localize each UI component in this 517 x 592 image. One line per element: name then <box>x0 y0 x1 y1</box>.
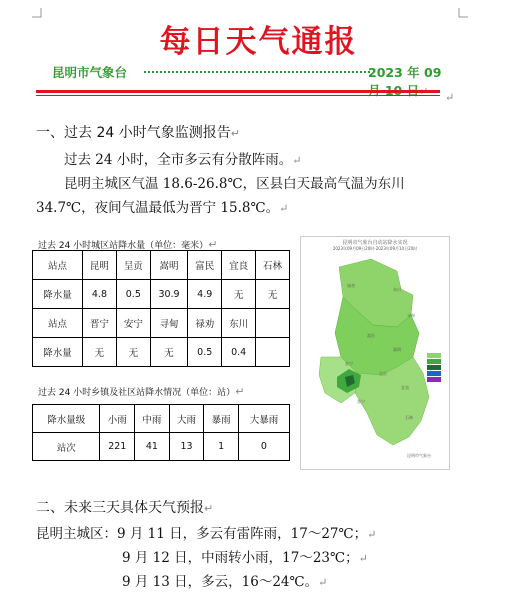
rainfall-table-towns <box>32 404 290 461</box>
table-cell <box>256 309 290 338</box>
issue-date: 2023 年 09 <box>368 65 442 80</box>
header-rule-thin <box>36 95 440 96</box>
section2-heading: 二、未来三天具体天气预报↵ <box>36 500 214 516</box>
table-cell: 呈贡 <box>116 251 150 280</box>
forecast-line2: 9 月 12 日，中雨转小雨，17～23℃；↵ <box>122 550 368 566</box>
legend-dark <box>427 365 441 370</box>
map-place-label: 晋宁 <box>357 399 365 404</box>
table-row <box>33 338 290 367</box>
table-cell: 东川 <box>222 309 256 338</box>
table-cell: 无 <box>222 280 256 309</box>
table-cell: 0.5 <box>188 338 222 367</box>
table-cell: 无 <box>150 338 188 367</box>
forecast-line3: 9 月 13 日，多云，16～24℃。↵ <box>122 574 328 590</box>
table-cell: 中雨 <box>135 405 170 433</box>
section1-paragraph2-line1: 昆明主城区气温 18.6-26.8℃，区县白天最高气温为东川 <box>64 176 405 192</box>
legend-heavy <box>427 371 441 376</box>
table-cell: 0.5 <box>116 280 150 309</box>
table-cell: 4.8 <box>82 280 116 309</box>
map-subtitle: 2023年09月09日20时-2023年09月10日20时 <box>332 246 418 251</box>
section1-paragraph2-line2: 34.7℃，夜间气温最低为晋宁 15.8℃。↵ <box>36 200 289 216</box>
rainfall-map <box>300 236 450 470</box>
table-cell: 宜良 <box>222 251 256 280</box>
table-cell: 41 <box>135 433 170 461</box>
dotted-leader <box>144 71 370 73</box>
legend-extreme <box>427 377 441 382</box>
table-cell: 4.9 <box>188 280 222 309</box>
map-place-label: 安宁 <box>345 361 353 366</box>
table1-caption: 过去 24 小时城区站降水量（单位：毫米）↵ <box>38 238 218 251</box>
page-title: 每日天气通报 <box>159 24 358 60</box>
map-footer: 昆明市气象台 <box>407 453 431 458</box>
table-cell: 富民 <box>188 251 222 280</box>
table-cell: 无 <box>116 338 150 367</box>
table-row <box>33 405 290 433</box>
table-cell: 晋宁 <box>82 309 116 338</box>
section1-heading: 一、过去 24 小时气象监测报告↵ <box>36 125 240 141</box>
table-cell: 降水量级 <box>33 405 100 433</box>
map-place-label: 宜良 <box>401 385 409 390</box>
map-place-label: 寻甸 <box>407 313 415 318</box>
table-cell: 站次 <box>33 433 100 461</box>
map-title: 昆明市气象台自动站降水实况 <box>342 240 408 246</box>
forecast-line1: 昆明主城区：9 月 11 日，多云有雷阵雨，17～27℃；↵ <box>36 526 377 542</box>
table-cell: 昆明 <box>82 251 116 280</box>
table-cell: 降水量 <box>33 338 83 367</box>
table-cell: 0 <box>238 433 289 461</box>
table-cell: 站点 <box>33 251 83 280</box>
legend-mid <box>427 359 441 364</box>
table-cell: 降水量 <box>33 280 83 309</box>
table-cell: 0.4 <box>222 338 256 367</box>
table2-caption: 过去 24 小时乡镇及社区站降水情况（单位：站）↵ <box>38 385 245 398</box>
table-cell: 禄劝 <box>188 309 222 338</box>
table-cell <box>256 338 290 367</box>
table-cell: 无 <box>256 280 290 309</box>
table-cell: 1 <box>204 433 239 461</box>
paragraph-mark: ↵ <box>445 91 455 104</box>
table-cell: 石林 <box>256 251 290 280</box>
map-place-label: 禄劝 <box>347 283 355 288</box>
map-place-label: 嵩明 <box>393 347 401 352</box>
table-cell: 大暴雨 <box>238 405 289 433</box>
table-cell: 寻甸 <box>150 309 188 338</box>
table-cell: 暴雨 <box>204 405 239 433</box>
table-cell: 嵩明 <box>150 251 188 280</box>
table-row <box>33 280 290 309</box>
map-place-label: 东川 <box>393 287 401 292</box>
table-cell: 站点 <box>33 309 83 338</box>
table-cell: 无 <box>82 338 116 367</box>
map-place-label: 呈贡 <box>379 371 387 376</box>
header-rule-thick <box>36 90 440 93</box>
header-meta <box>52 63 452 83</box>
rainfall-table-city <box>32 250 290 367</box>
table-cell: 13 <box>169 433 204 461</box>
table-row <box>33 309 290 338</box>
table-row <box>33 433 290 461</box>
issuer-name: 昆明市气象台 <box>52 65 128 80</box>
section1-paragraph1: 过去 24 小时，全市多云有分散阵雨。↵ <box>64 152 302 168</box>
table-cell: 221 <box>100 433 135 461</box>
table-cell: 30.9 <box>150 280 188 309</box>
map-place-label: 富民 <box>367 333 375 338</box>
map-legend <box>427 353 441 382</box>
table-row <box>33 251 290 280</box>
table-cell: 小雨 <box>100 405 135 433</box>
map-place-label: 石林 <box>405 415 413 420</box>
legend-light <box>427 353 441 358</box>
table-cell: 安宁 <box>116 309 150 338</box>
table-cell: 大雨 <box>169 405 204 433</box>
